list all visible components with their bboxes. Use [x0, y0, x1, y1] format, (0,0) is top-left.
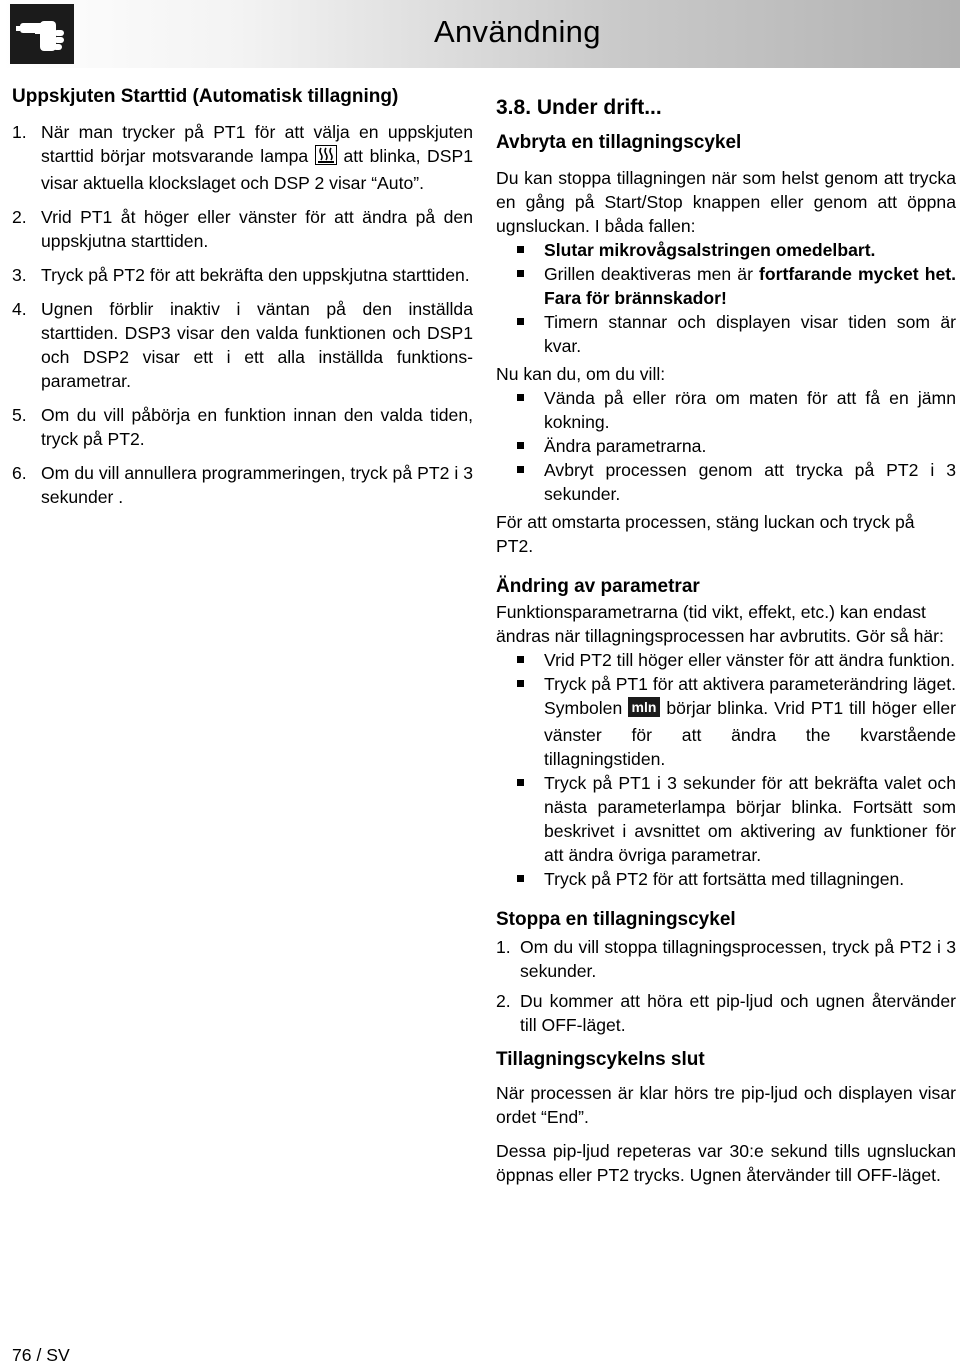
- list-item: [496, 935, 956, 983]
- change-params-list: [496, 648, 956, 891]
- step-number: 4.: [12, 299, 27, 319]
- list-item: [496, 238, 956, 262]
- options-intro: Nu kan du, om du vill:: [496, 364, 666, 384]
- step-text: Du kommer att höra ett pip-ljud och ugnen återvänder till OFF-läget.: [520, 991, 956, 1035]
- cycle-end-heading: Tillagningscykelns slut: [496, 1049, 705, 1070]
- list-item: [12, 297, 473, 393]
- list-item: [496, 989, 956, 1037]
- step-number: 2.: [496, 991, 511, 1011]
- step-number: 3.: [12, 265, 27, 285]
- abort-cycle-heading: Avbryta en tillagningscykel: [496, 132, 742, 153]
- step-text: Om du vill påbörja en funktion innan den valda tiden, tryck på PT2.: [41, 405, 473, 449]
- list-item: [12, 263, 473, 287]
- list-item: Vrid PT2 till höger eller vänster för att ändra funktion.: [496, 648, 956, 672]
- abort-intro: Du kan stoppa tillagningen när som helst genom att trycka en gång på Start/Stop knappen eller genom att öppna ugnsluckan. I båda fallen:: [496, 168, 956, 236]
- delayed-start-steps: [12, 120, 473, 509]
- list-item: Tryck på PT1 i 3 sekunder för att bekräfta valet och nästa parameterlampa börjar blinka. Fortsätt som beskrivet i avsnittet om aktivering av funktioner för att ändra övriga parametrar.: [496, 771, 956, 867]
- mln-icon: [628, 697, 660, 723]
- bullet-bold-text: fortfarande mycket het. Fara för brännskador!: [544, 264, 957, 308]
- page-title: Användning: [434, 14, 601, 49]
- list-item: Vända på eller röra om maten för att få en jämn kokning.: [496, 386, 956, 434]
- pointing-hand-icon: [10, 4, 74, 64]
- step-text: att blinka, DSP1 visar aktuella klockslaget och DSP 2 visar “Auto”.: [41, 146, 474, 193]
- list-item: Tryck på PT2 för att fortsätta med tillagningen.: [496, 867, 956, 891]
- left-column: [12, 84, 473, 519]
- list-item: [12, 461, 473, 509]
- bullet-text: Tryck på PT1 för att aktivera parameterändring läget. Symbolen: [544, 674, 957, 718]
- list-item: [12, 120, 473, 195]
- bullet-text: börjar blinka. Vrid PT1 till höger eller vänster för att ändra the kvarstående tillagningstiden.: [544, 698, 957, 769]
- restart-text: För att omstarta processen, stäng luckan och tryck på PT2.: [496, 512, 915, 556]
- steam-lamp-icon: [315, 145, 337, 171]
- list-item: [496, 672, 956, 771]
- list-item: Ändra parametrarna.: [496, 434, 956, 458]
- bullet-text: Timern stannar och displayen visar tiden som är kvar.: [544, 312, 956, 356]
- step-text: Om du vill stoppa tillagningsprocessen, tryck på PT2 i 3 sekunder.: [520, 937, 956, 981]
- step-text: Ugnen förblir inaktiv i väntan på den inställda starttiden. DSP3 visar den valda funktionen och DSP1 och DSP2 visar ett i ett alla inställda funktions-parametrar.: [41, 299, 473, 391]
- page-number: 76 / SV: [12, 1345, 70, 1365]
- stop-cycle-steps: [496, 935, 956, 1037]
- cycle-end-text-2: Dessa pip-ljud repeteras var 30:e sekund tills ugnsluckan öppnas eller PT2 trycks. Ugnen återvänder till OFF-läget.: [496, 1141, 956, 1185]
- step-text: Vrid PT1 åt höger eller vänster för att ändra på den uppskjutna starttiden.: [41, 207, 473, 251]
- page-header: [0, 0, 960, 68]
- abort-effects-list: [496, 238, 956, 358]
- step-text: När man trycker på PT1 för att välja en uppskjuten starttid börjar motsvarande lampa: [41, 122, 473, 166]
- step-number: 1.: [496, 937, 511, 957]
- bullet-text: Grillen deaktiveras men är: [544, 264, 760, 284]
- list-item: [496, 262, 956, 310]
- change-params-intro: Funktionsparametrarna (tid vikt, effekt, etc.) kan endast ändras när tillagningsprocessen har avbrutits. Gör så här:: [496, 602, 944, 646]
- step-text: Om du vill annullera programmeringen, tryck på PT2 i 3 sekunder .: [41, 463, 473, 507]
- options-list: [496, 386, 956, 506]
- step-number: 5.: [12, 405, 27, 425]
- change-params-heading: Ändring av parametrar: [496, 576, 700, 597]
- step-text: Tryck på PT2 för att bekräfta den uppskjutna starttiden.: [41, 265, 470, 285]
- step-number: 6.: [12, 463, 27, 483]
- delayed-start-heading: Uppskjuten Starttid (Automatisk tillagning): [12, 86, 399, 107]
- step-number: 2.: [12, 207, 27, 227]
- cycle-end-text-1: När processen är klar hörs tre pip-ljud och displayen visar ordet “End”.: [496, 1083, 956, 1127]
- list-item: [12, 403, 473, 451]
- section-heading: 3.8. Under drift...: [496, 96, 662, 119]
- stop-cycle-heading: Stoppa en tillagningscykel: [496, 909, 736, 930]
- list-item: [496, 310, 956, 358]
- right-column: [496, 94, 956, 1187]
- bullet-bold-text: Slutar mikrovågsalstringen omedelbart.: [544, 240, 876, 260]
- step-number: 1.: [12, 122, 27, 142]
- list-item: [12, 205, 473, 253]
- list-item: Avbryt processen genom att trycka på PT2 i 3 sekunder.: [496, 458, 956, 506]
- svg-text:mln: mln: [631, 699, 657, 715]
